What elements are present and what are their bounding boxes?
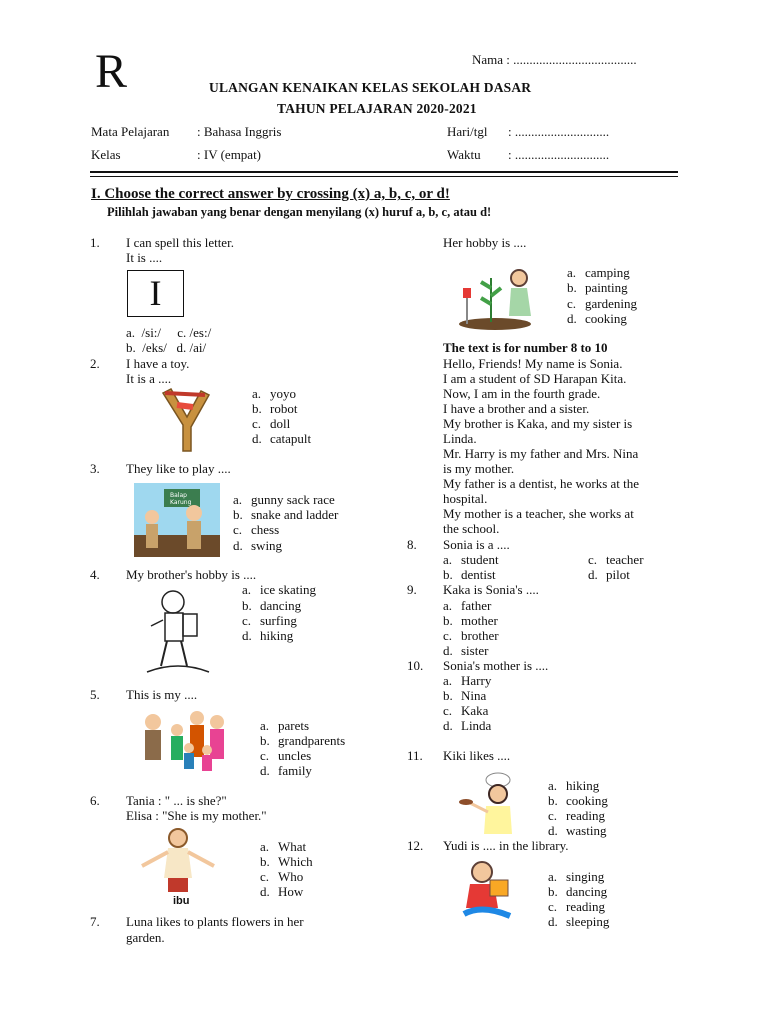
reading-line: I have a brother and a sister. xyxy=(443,401,590,416)
q8-option-a[interactable]: a. student xyxy=(443,552,499,567)
section-title: I. Choose the correct answer by crossing (x) a, b, c, or d! xyxy=(91,186,450,202)
cooking-girl-image xyxy=(458,772,524,836)
q5-option-d[interactable]: d. family xyxy=(260,763,312,778)
q9-option-c[interactable]: c. brother xyxy=(443,628,499,643)
q9-text: Kaka is Sonia's .... xyxy=(443,582,539,597)
q11-option-c[interactable]: c. reading xyxy=(548,808,605,823)
q12-option-a[interactable]: a. singing xyxy=(548,869,605,884)
q3-option-b[interactable]: b. snake and ladder xyxy=(233,507,339,522)
q7-text-3: Her hobby is .... xyxy=(443,235,527,250)
section-subtitle: Pilihlah jawaban yang benar dengan menyilang (x) huruf a, b, c, atau d! xyxy=(107,205,492,219)
q11-option-a[interactable]: a. hiking xyxy=(548,778,600,793)
q2-text: I have a toy. xyxy=(126,356,190,371)
q5-option-c[interactable]: c. uncles xyxy=(260,748,312,763)
q8-number: 8. xyxy=(407,537,417,552)
reading-line: Hello, Friends! My name is Sonia. xyxy=(443,356,623,371)
q4-text: My brother's hobby is .... xyxy=(126,567,257,582)
gardening-image xyxy=(455,258,547,332)
q10-option-d[interactable]: d. Linda xyxy=(443,718,492,733)
q7-option-c[interactable]: c. gardening xyxy=(567,296,637,311)
day-date-value: : ............................. xyxy=(508,124,610,139)
q6-option-d[interactable]: d. How xyxy=(260,884,304,899)
q9-option-b[interactable]: b. mother xyxy=(443,613,498,628)
class-value: : IV (empat) xyxy=(197,147,262,162)
reading-line: I am a student of SD Harapan Kita. xyxy=(443,371,627,386)
q8-option-d[interactable]: d. pilot xyxy=(588,567,630,582)
q1-letter-box: I xyxy=(127,270,184,317)
q10-text: Sonia's mother is .... xyxy=(443,658,549,673)
q2-option-b[interactable]: b. robot xyxy=(252,401,298,416)
q4-option-a[interactable]: a. ice skating xyxy=(242,582,316,597)
q6-image-caption: ibu xyxy=(173,895,190,907)
q6-option-a[interactable]: a. What xyxy=(260,839,307,854)
header-rule-thin xyxy=(90,176,678,177)
day-date-label: Hari/tgl xyxy=(447,124,488,139)
q7-option-d[interactable]: d. cooking xyxy=(567,311,627,326)
reading-line: My mother is a teacher, she works at xyxy=(443,506,634,521)
exam-title: ULANGAN KENAIKAN KELAS SEKOLAH DASAR xyxy=(209,80,532,95)
q9-number: 9. xyxy=(407,582,417,597)
catapult-image xyxy=(145,383,225,453)
q3-number: 3. xyxy=(90,461,100,476)
subject-label: Mata Pelajaran xyxy=(91,124,170,139)
q12-number: 12. xyxy=(407,838,424,853)
class-label: Kelas xyxy=(91,147,121,162)
q7-text: Luna likes to plants flowers in her xyxy=(126,914,304,929)
reading-heading: The text is for number 8 to 10 xyxy=(443,340,608,355)
time-value: : ............................. xyxy=(508,147,610,162)
q6-text: Tania : " ... is she?" xyxy=(126,793,227,808)
q12-option-c[interactable]: c. reading xyxy=(548,899,605,914)
q5-number: 5. xyxy=(90,687,100,702)
q7-option-b[interactable]: b. painting xyxy=(567,280,628,295)
q11-option-d[interactable]: d. wasting xyxy=(548,823,607,838)
q5-option-b[interactable]: b. grandparents xyxy=(260,733,346,748)
q2-option-c[interactable]: c. doll xyxy=(252,416,291,431)
reading-line: is my mother. xyxy=(443,461,515,476)
reading-boy-image xyxy=(452,858,526,922)
q10-option-a[interactable]: a. Harry xyxy=(443,673,492,688)
q8-option-c[interactable]: c. teacher xyxy=(588,552,644,567)
academic-year: TAHUN PELAJARAN 2020-2021 xyxy=(277,101,477,116)
q8-option-b[interactable]: b. dentist xyxy=(443,567,496,582)
q3-option-d[interactable]: d. swing xyxy=(233,538,283,553)
name-field: Nama : ...................................... xyxy=(472,52,637,67)
reading-line: Mr. Harry is my father and Mrs. Nina xyxy=(443,446,639,461)
q5-option-a[interactable]: a. parets xyxy=(260,718,310,733)
q2-option-a[interactable]: a. yoyo xyxy=(252,386,296,401)
reading-line: the school. xyxy=(443,521,500,536)
subject-value: : Bahasa Inggris xyxy=(197,124,282,139)
q2-option-d[interactable]: d. catapult xyxy=(252,431,312,446)
q1-number: 1. xyxy=(90,235,100,250)
time-label: Waktu xyxy=(447,147,481,162)
reading-line: Linda. xyxy=(443,431,477,446)
q5-text: This is my .... xyxy=(126,687,198,702)
q9-option-a[interactable]: a. father xyxy=(443,598,492,613)
mother-image xyxy=(136,826,220,896)
q6-number: 6. xyxy=(90,793,100,808)
q6-option-c[interactable]: c. Who xyxy=(260,869,304,884)
q4-option-c[interactable]: c. surfing xyxy=(242,613,297,628)
reading-line: My brother is Kaka, and my sister is xyxy=(443,416,633,431)
reading-line: My father is a dentist, he works at the xyxy=(443,476,640,491)
q1-options-row2: b. /eks/ d. /ai/ xyxy=(126,340,207,355)
q4-option-b[interactable]: b. dancing xyxy=(242,598,302,613)
q1-text: I can spell this letter. xyxy=(126,235,234,250)
q1-options-row1: a. /si:/ c. /es:/ xyxy=(126,325,212,340)
q11-text: Kiki likes .... xyxy=(443,748,511,763)
sack-race-image xyxy=(134,483,220,557)
q8-text: Sonia is a .... xyxy=(443,537,510,552)
q4-option-d[interactable]: d. hiking xyxy=(242,628,294,643)
q2-number: 2. xyxy=(90,356,100,371)
q11-option-b[interactable]: b. cooking xyxy=(548,793,608,808)
q3-text: They like to play .... xyxy=(126,461,231,476)
hiking-boy-image xyxy=(143,586,213,678)
q2-text-2: It is a .... xyxy=(126,371,172,386)
q12-option-d[interactable]: d. sleeping xyxy=(548,914,610,929)
q3-option-c[interactable]: c. chess xyxy=(233,522,280,537)
header-rule-thick xyxy=(90,171,678,173)
q3-option-a[interactable]: a. gunny sack race xyxy=(233,492,335,507)
reading-line: Now, I am in the fourth grade. xyxy=(443,386,601,401)
sack-race-sign-line1: Balap xyxy=(170,492,187,499)
q4-number: 4. xyxy=(90,567,100,582)
q10-option-b[interactable]: b. Nina xyxy=(443,688,487,703)
q6-option-b[interactable]: b. Which xyxy=(260,854,313,869)
q12-text: Yudi is .... in the library. xyxy=(443,838,569,853)
school-logo: R xyxy=(95,45,128,98)
sack-race-sign-line2: Karung xyxy=(170,499,192,506)
q1-text-2: It is .... xyxy=(126,250,163,265)
q10-option-c[interactable]: c. Kaka xyxy=(443,703,489,718)
q7-number: 7. xyxy=(90,914,100,929)
q11-number: 11. xyxy=(407,748,423,763)
reading-line: hospital. xyxy=(443,491,488,506)
q9-option-d[interactable]: d. sister xyxy=(443,643,489,658)
q12-option-b[interactable]: b. dancing xyxy=(548,884,608,899)
q7-text-2: garden. xyxy=(126,930,165,945)
family-image xyxy=(133,708,233,776)
q7-option-a[interactable]: a. camping xyxy=(567,265,630,280)
q10-number: 10. xyxy=(407,658,424,673)
q6-text-2: Elisa : "She is my mother." xyxy=(126,808,267,823)
